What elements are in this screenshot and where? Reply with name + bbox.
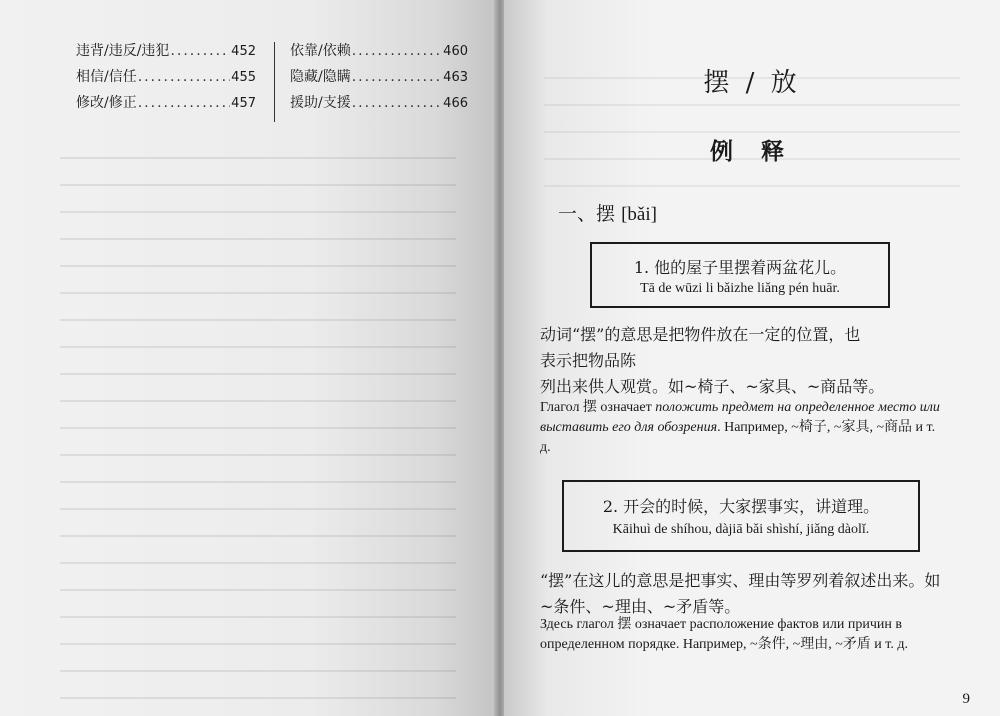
toc-entry-label: 修改/修正 [76, 95, 137, 111]
toc-entry-page: 452 [231, 44, 256, 59]
example-box-1 [590, 242, 890, 308]
section-heading-pinyin: [bǎi] [621, 204, 657, 225]
explanation-1-chinese-line: 表示把物品陈 [540, 351, 637, 370]
toc-entry-page: 463 [443, 70, 468, 85]
toc-entry [76, 66, 256, 92]
example-2-pinyin: Kāihuì de shíhou, dàjiā bǎi shìshí, jiǎng dàolǐ. [612, 522, 870, 537]
explanation-2-chinese: “摆”在这儿的意思是把事实、理由等罗列着叙述出来。如~条件、~理由、~矛盾等。 [540, 571, 941, 616]
example-1-hanzi: 1. 他的屋子里摆着两盆花儿。 [633, 258, 847, 277]
toc-entry-page: 455 [231, 70, 256, 85]
toc-leader-dots [352, 95, 442, 111]
page-number: 9 [962, 691, 970, 707]
toc-entry-page: 457 [231, 96, 256, 111]
toc-entry-label: 援助/支援 [290, 95, 351, 111]
toc-entry-page: 460 [443, 44, 468, 59]
toc-entry-label: 依靠/依赖 [290, 43, 351, 59]
entry-title: 摆 / 放 [703, 68, 801, 98]
toc-entry [76, 40, 256, 66]
toc-leader-dots [352, 43, 442, 59]
toc-entry [290, 40, 468, 66]
toc-column-1 [76, 40, 256, 118]
toc-entry-label: 隐藏/隐瞒 [290, 69, 351, 85]
section-heading-word: 一、摆 [558, 203, 616, 225]
right-page [504, 0, 1000, 716]
toc-entry [76, 92, 256, 118]
left-page [0, 0, 496, 716]
toc-leader-dots [138, 95, 230, 111]
toc-leader-dots [138, 69, 230, 85]
explanation-1-russian-italic: положить предмет на определенное место или выставить его для обозрения [540, 400, 940, 435]
section-subtitle: 例 释 [709, 138, 794, 165]
explanation-2-russian: Здесь глагол 摆 означает расположение фактов или причин в определенном порядке. Например, ~条件, ~理由, ~矛盾 и т. д. [540, 617, 908, 652]
toc-entry-page: 466 [443, 96, 468, 111]
explanation-1-russian [540, 398, 948, 458]
toc-entry [290, 66, 468, 92]
toc-column-divider [274, 42, 275, 122]
explanation-1-russian-lead: Глагол 摆 означает [540, 400, 656, 415]
toc-entry [290, 92, 468, 118]
toc-leader-dots [352, 69, 442, 85]
toc-entry-label: 违背/违反/违犯 [76, 43, 170, 59]
example-2-hanzi: 2. 开会的时候，大家摆事实，讲道理。 [602, 497, 880, 516]
explanation-1-russian-tail: . Например, ~椅子, ~家具, ~商品 и т. д. [540, 420, 936, 455]
toc-entry-label: 相信/信任 [76, 69, 137, 85]
bleed-through-texture [60, 140, 456, 716]
toc-column-2 [290, 40, 468, 118]
explanation-1-chinese-line: 列出来供人观赏。如~椅子、~家具、~商品等。 [540, 377, 885, 396]
example-box-2 [562, 480, 920, 552]
explanation-1-chinese-line: 动词“摆”的意思是把物件放在一定的位置，也 [540, 325, 861, 344]
section-heading [558, 199, 657, 226]
example-1-pinyin: Tā de wūzi li bǎizhe liǎng pén huār. [640, 281, 840, 296]
toc-leader-dots [170, 43, 230, 59]
explanation-1-chinese [540, 322, 948, 400]
